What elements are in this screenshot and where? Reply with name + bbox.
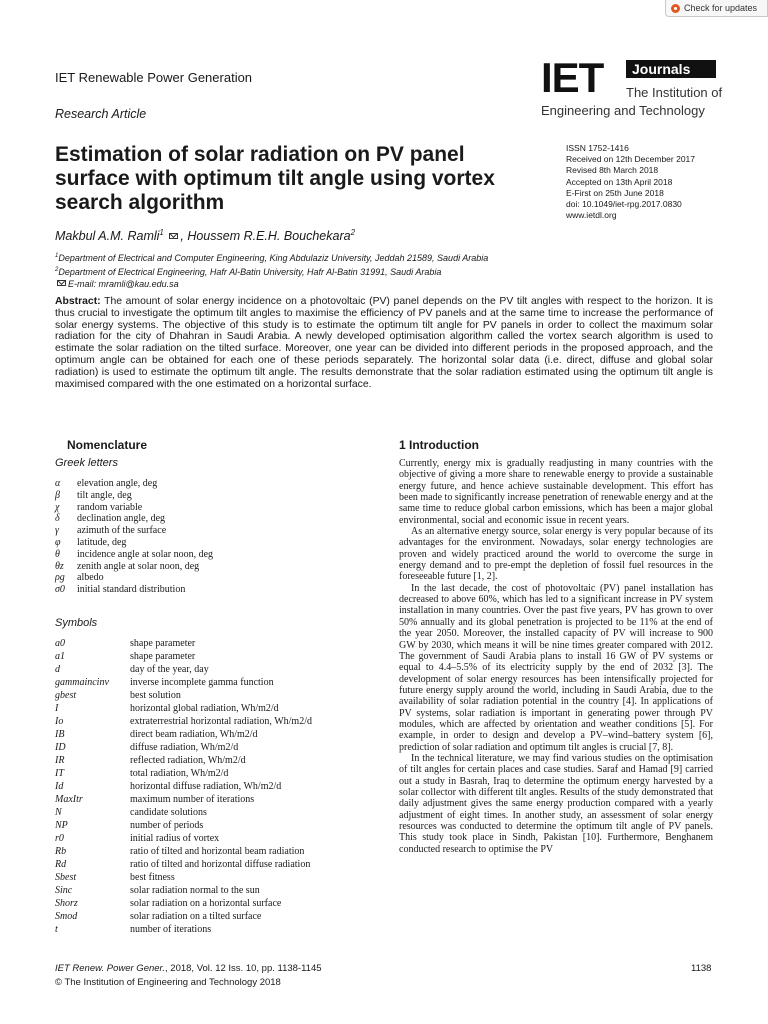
nomenclature-description: horizontal diffuse radiation, Wh/m2/d <box>130 781 282 792</box>
nomenclature-description: number of periods <box>130 820 204 831</box>
article-meta <box>566 143 726 221</box>
intro-paragraph: In the technical literature, we may find various studies on the optimisation of tilt angles for certain places and case studies. Saraf and Hamad [9] carried out a study in Basrah, Iraq to determine the optimum energy harvested by a solar collector with different tilt angles. Results of the study demonstrated that daily adjustment gives the same energy production compared with a yearly adjustment of eight times. In another study, an assessment of solar energy resources was conducted to determine the optimum tilt angle of PV panels. This study took place in Sindh, Pakistan [10]. Furthermore, Benghanem conducted research to optimise the PV <box>399 752 713 855</box>
nomenclature-description: solar radiation on a horizontal surface <box>130 898 282 909</box>
nomenclature-symbol: Smod <box>55 911 78 922</box>
journal-name: IET Renewable Power Generation <box>55 70 253 85</box>
nomenclature-description: solar radiation on a tilted surface <box>130 911 262 922</box>
issn: ISSN 1752-1416 <box>566 143 629 153</box>
nomenclature-description: ratio of tilted and horizontal diffuse radiation <box>130 859 311 870</box>
iet-logo <box>541 54 723 122</box>
nomenclature-symbol: MaxItr <box>55 794 83 805</box>
nomenclature-symbol: Io <box>55 716 64 727</box>
nomenclature-symbol: t <box>55 924 58 935</box>
nomenclature-description: shape parameter <box>130 638 196 649</box>
affiliation-2-text: Department of Electrical Engineering, Hafr Al-Batin University, Hafr Al-Batin 31991, Saudi Arabia <box>58 267 442 277</box>
website-link[interactable]: www.ietdl.org <box>566 210 617 221</box>
affiliation-1-text: Department of Electrical and Computer Engineering, King Abdulaziz University, Jeddah 21589, Saudi Arabia <box>58 253 489 263</box>
nomenclature-symbol: Rb <box>55 846 67 857</box>
nomenclature-description: declination angle, deg <box>77 513 166 525</box>
nomenclature-description: initial radius of vortex <box>130 833 220 844</box>
nomenclature-symbol: r0 <box>55 833 64 844</box>
nomenclature-description: direct beam radiation, Wh/m2/d <box>130 729 258 740</box>
nomenclature-description: best solution <box>130 690 181 701</box>
greek-letters-heading: Greek letters <box>55 457 118 469</box>
received-date: Received on 12th December 2017 <box>566 154 695 165</box>
efirst-date: E-First on 25th June 2018 <box>566 187 664 198</box>
introduction-heading: 1 Introduction <box>399 438 479 452</box>
nomenclature-symbol: δ <box>55 513 60 525</box>
nomenclature-symbol: gammaincinv <box>55 677 109 688</box>
footer-journal-abbrev: IET Renew. Power Gener. <box>55 963 166 974</box>
nomenclature-description: extraterrestrial horizontal radiation, Wh/m2/d <box>130 716 312 727</box>
footer-citation <box>55 963 322 974</box>
nomenclature-symbol: β <box>55 489 60 501</box>
nomenclature-description: albedo <box>77 572 104 584</box>
authors <box>55 228 355 243</box>
logo-line1: The Institution of <box>626 85 723 100</box>
intro-paragraph: Currently, energy mix is gradually readjusting in many countries with the objective of giving a more share to renewable energy to provide a sustainable energy future, and hence achieve sustainable development. This effort has been made to significantly increase penetration of renewable energy and at the same time to reduce global carbon emissions, which has been a major global environmental, social and economic issue in recent years. <box>399 458 713 526</box>
nomenclature-symbol: Sbest <box>55 872 77 883</box>
nomenclature-symbol: χ <box>55 501 60 513</box>
nomenclature-description: latitude, deg <box>77 537 127 548</box>
nomenclature-description: solar radiation normal to the sun <box>130 885 260 896</box>
nomenclature-description: maximum number of iterations <box>130 794 255 805</box>
author-2-affil: 2 <box>350 228 356 237</box>
nomenclature-symbol: σ0 <box>55 584 65 596</box>
affiliation-1-marker: 1 <box>55 253 59 259</box>
nomenclature-description: best fitness <box>130 872 175 883</box>
nomenclature-description: total radiation, Wh/m2/d <box>130 768 229 779</box>
email-icon[interactable] <box>169 233 178 239</box>
nomenclature-description: tilt angle, deg <box>77 489 132 501</box>
affiliation-2 <box>55 264 488 278</box>
author-1-affil: 1 <box>159 228 164 237</box>
nomenclature-symbol: IB <box>55 729 65 740</box>
footer-copyright: © The Institution of Engineering and Technology 2018 <box>55 977 281 988</box>
nomenclature-description: initial standard distribution <box>77 584 186 596</box>
page-number: 1138 <box>691 963 712 974</box>
nomenclature-symbol: Rd <box>55 859 67 870</box>
crossmark-icon <box>671 4 680 13</box>
revised-date: Revised 8th March 2018 <box>566 165 659 176</box>
nomenclature-symbol: a0 <box>55 638 65 649</box>
nomenclature-symbol: d <box>55 664 60 675</box>
nomenclature-description: elevation angle, deg <box>77 478 158 489</box>
nomenclature-symbol: N <box>55 807 62 818</box>
author-separator: , <box>180 229 188 244</box>
nomenclature-description: candidate solutions <box>130 807 207 818</box>
intro-paragraph: In the last decade, the cost of photovoltaic (PV) panel installation has decreased to above 60%, which has led to a significant increase in PV system installation in many countries. Over the past five years, PV has grown to over 50% annually and its global penetration is projected to be 11% at the end of the year 2050. Moreover, the installed capacity of PV will increase to 900 GW by 2030, which means it will be nine times greater compared with 2012. The government of Saudi Arabia plans to install 16 GW of PV systems or equal to 4.4–5.5% of its electricity supply by the end of 2032 [3]. The development of solar energy resources has been intensifically projected for future energy supply around the world, including in Saudi Arabia, due to the availability of solar radiation potential in the country [4]. In applications of PV systems, solar radiation is important in generating power through PV modules, which are affected by orientation and weather conditions [5]. For example, in order to design and develop a PV–wind–battery system [6], prediction of solar radiation and optimum tilt angles is crucial [7, 8]. <box>399 582 713 753</box>
nomenclature-symbol: ID <box>55 742 66 753</box>
nomenclature-description: horizontal global radiation, Wh/m2/d <box>130 703 279 714</box>
nomenclature-description: day of the year, day <box>130 664 209 675</box>
nomenclature-symbol: Sinc <box>55 885 73 896</box>
nomenclature-symbol: θz <box>55 560 64 572</box>
nomenclature-symbol: I <box>55 703 59 714</box>
nomenclature-symbol: gbest <box>55 690 77 701</box>
nomenclature-description: shape parameter <box>130 651 196 662</box>
nomenclature-description: number of iterations <box>130 924 212 935</box>
author-1[interactable]: Makbul A.M. Ramli <box>55 229 160 244</box>
contact-email <box>55 278 488 290</box>
footer-volume: , 2018, Vol. 12 Iss. 10, pp. 1138-1145 <box>165 963 322 974</box>
nomenclature-description: inverse incomplete gamma function <box>130 677 274 688</box>
abstract <box>55 296 713 390</box>
nomenclature-symbol: NP <box>55 820 68 831</box>
nomenclature-heading: Nomenclature <box>67 438 148 452</box>
email-address[interactable]: E-mail: mramli@kau.edu.sa <box>68 279 179 289</box>
affiliations <box>55 250 488 290</box>
affiliation-2-marker: 2 <box>55 267 59 273</box>
abstract-label: Abstract: <box>55 296 101 307</box>
nomenclature-symbol: Shorz <box>55 898 78 909</box>
abstract-text: The amount of solar energy incidence on a photovoltaic (PV) panel depends on the PV tilt angles with respect to the horizon. It is thus crucial to investigate the optimum tilt angles to maximise the efficiency of PV panels and at the same time to increase the performance of solar energy systems. The objective of this study is to estimate the optimum tilt angle for PV panels in order to collect the maximum solar radiation for the city of Dhahran in Saudi Arabia. A newly developed optimisation algorithm called the vortex search algorithm is used to estimate the solar radiation on the tilted surface. Moreover, one year can be divided into different periods in the proposed approach, and the optimum angle can be obtained for each one of these periods separately. The horizontal solar data (i.e. direct, diffuse and global solar radiation) is used to estimate the optimum tilt angle. The results demonstrate that the solar radiation estimated using the optimum tilt angle is maximised compared with the one estimated on a horizontal surface. <box>55 296 713 390</box>
article-type: Research Article <box>55 107 147 121</box>
nomenclature-symbol: a1 <box>55 651 65 662</box>
accepted-date: Accepted on 13th April 2018 <box>566 176 673 187</box>
nomenclature-description: incidence angle at solar noon, deg <box>77 548 214 560</box>
affiliation-1 <box>55 250 488 264</box>
author-2[interactable]: Houssem R.E.H. Bouchekara <box>187 229 351 244</box>
doi-link[interactable]: doi: 10.1049/iet-rpg.2017.0830 <box>566 199 682 210</box>
nomenclature-symbol: ρg <box>55 572 65 584</box>
intro-paragraph: As an alternative energy source, solar energy is very popular because of its advantages for the environment. Nowadays, solar energy technologies are proven and widely practiced around the world to overcome the surge in energy demand and to pre-empt the depletion of fossil fuel resources in the foreseeable future [1, 2]. <box>399 526 713 583</box>
symbols-heading: Symbols <box>55 617 98 629</box>
nomenclature-symbol: Id <box>55 781 64 792</box>
nomenclature-symbol: α <box>55 478 61 489</box>
nomenclature-description: diffuse radiation, Wh/m2/d <box>130 742 239 753</box>
nomenclature-symbol: θ <box>55 548 60 560</box>
logo-journals: Journals <box>626 60 716 78</box>
nomenclature-description: reflected radiation, Wh/m2/d <box>130 755 246 766</box>
check-for-updates-label: Check for updates <box>684 3 758 13</box>
paper-title: Estimation of solar radiation on PV panel surface with optimum tilt angle using vortex search algorithm <box>55 143 495 214</box>
email-icon <box>57 280 66 286</box>
nomenclature-symbol: γ <box>55 525 59 537</box>
logo-mark: IET <box>541 54 604 101</box>
logo-line2: Engineering and Technology <box>541 103 705 118</box>
nomenclature-symbol: IR <box>55 755 65 766</box>
nomenclature-symbol: IT <box>55 768 64 779</box>
nomenclature-symbol: φ <box>55 537 61 548</box>
nomenclature-description: random variable <box>77 501 143 513</box>
nomenclature-description: azimuth of the surface <box>77 525 167 537</box>
nomenclature-description: zenith angle at solar noon, deg <box>77 560 200 572</box>
nomenclature-description: ratio of tilted and horizontal beam radiation <box>130 846 305 857</box>
check-for-updates-button[interactable] <box>665 0 768 17</box>
introduction-body <box>399 458 713 855</box>
